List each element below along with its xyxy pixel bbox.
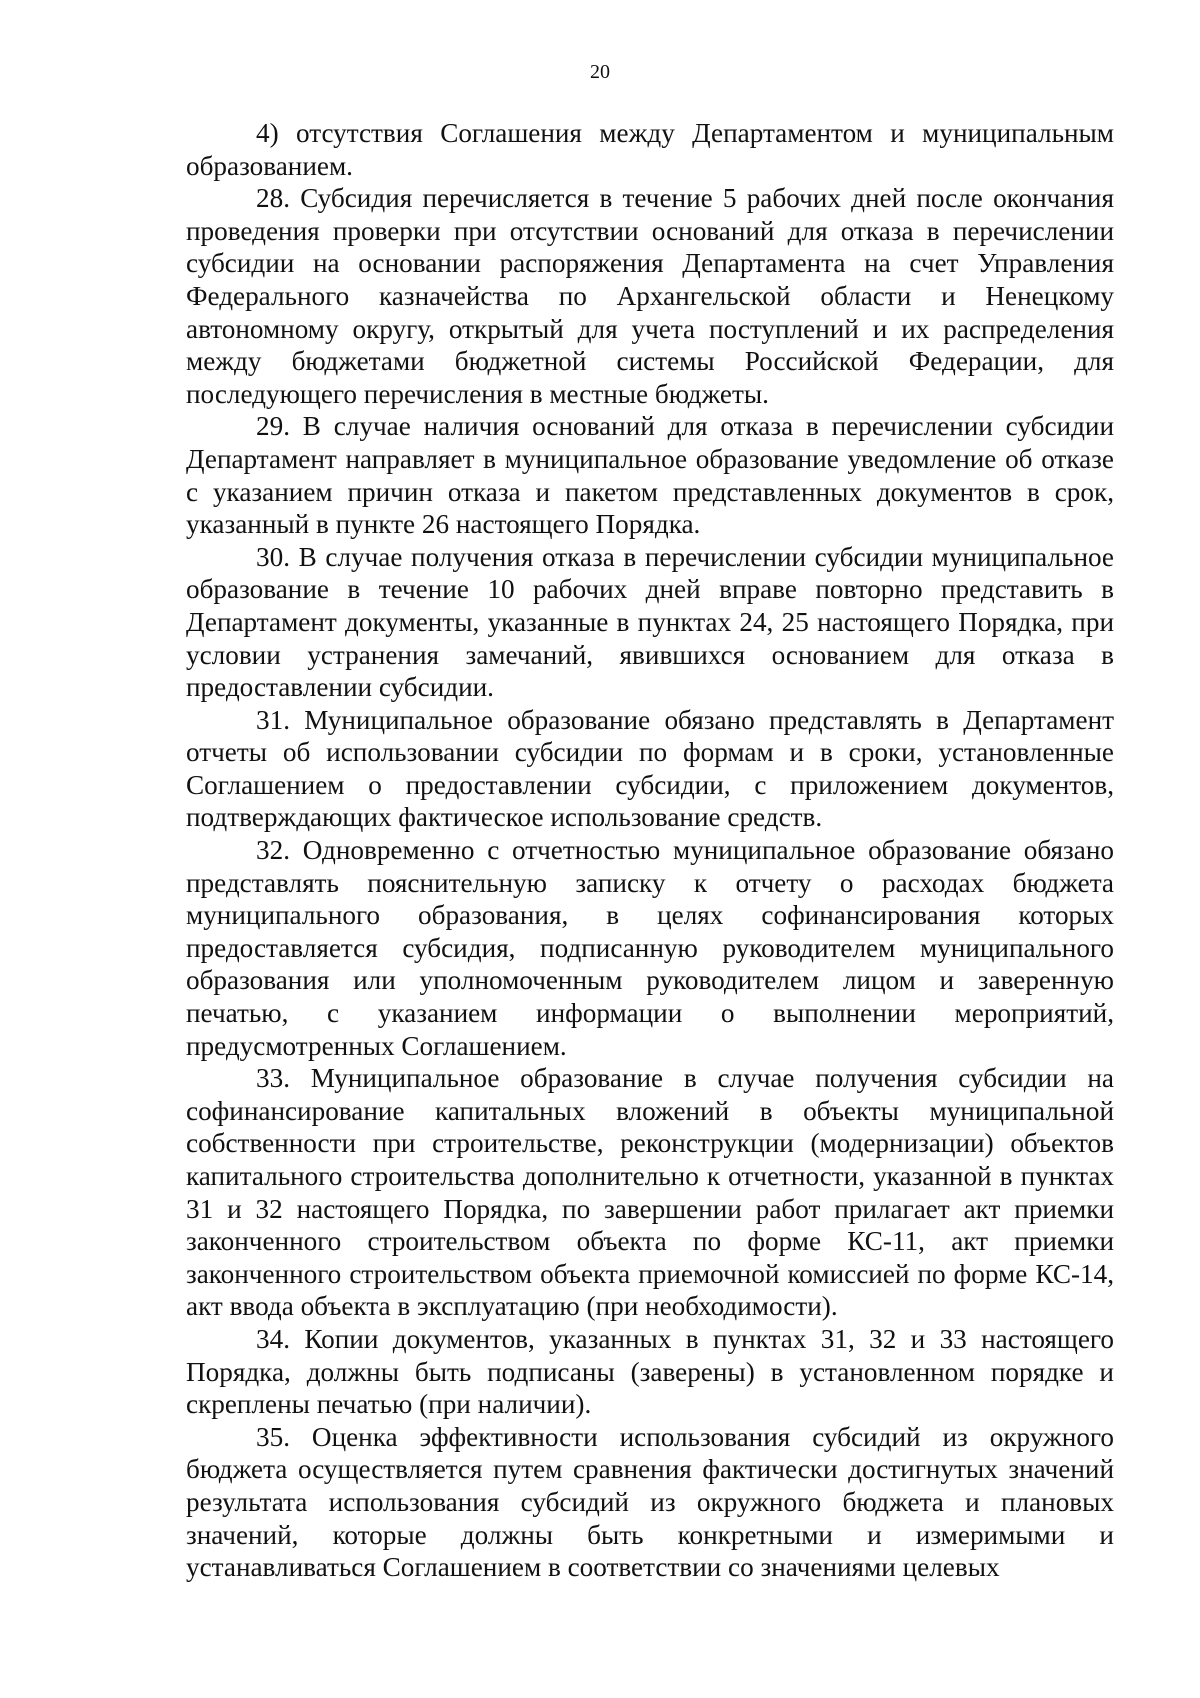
paragraph-34: 34. Копии документов, указанных в пунктах 31, 32 и 33 настоящего Порядка, должны быть подписаны (заверены) в установленном порядке и скреплены печатью (при наличии).	[186, 1323, 1114, 1420]
paragraph-32: 32. Одновременно с отчетностью муниципальное образование обязано представлять пояснительную записку к отчету о расходах бюджета муниципального образования, в целях софинансирования которых предоставляется субсидия, подписанную руководителем муниципального образования или уполномоченным руководителем лицом и заверенную печатью, с указанием информации о выполнении мероприятий, предусмотренных Соглашением.	[186, 835, 1114, 1061]
paragraph-30: 30. В случае получения отказа в перечислении субсидии муниципальное образование в течение 10 рабочих дней вправе повторно представить в Департамент документы, указанные в пунктах 24, 25 настоящего Порядка, при условии устранения замечаний, явившихся основанием для отказа в предоставлении субсидии.	[186, 541, 1114, 703]
paragraph-29: 29. В случае наличия оснований для отказа в перечислении субсидии Департамент направляет в муниципальное образование уведомление об отказе с указанием причин отказа и пакетом представленных документов в срок, указанный в пункте 26 настоящего Порядка.	[186, 411, 1114, 540]
paragraph-28: 28. Субсидия перечисляется в течение 5 рабочих дней после окончания проведения проверки при отсутствии оснований для отказа в перечислении субсидии на основании распоряжения Департамента на счет Управления Федерального казначейства по Архангельской области и Ненецкому автономному округу, открытый для учета поступлений и их распределения между бюджетами бюджетной системы Российской Федерации, для последующего перечисления в местные бюджеты.	[186, 183, 1114, 409]
paragraph-35: 35. Оценка эффективности использования субсидий из окружного бюджета осуществляется путем сравнения фактически достигнутых значений результата использования субсидий из окружного бюджета и плановых значений, которые должны быть конкретными и измеримыми и устанавливаться Соглашением в соответствии со значениями целевых	[186, 1421, 1114, 1583]
paragraph-item-4: 4) отсутствия Соглашения между Департаментом и муниципальным образованием.	[186, 118, 1114, 181]
paragraph-33: 33. Муниципальное образование в случае получения субсидии на софинансирование капитальных вложений в объекты муниципальной собственности при строительстве, реконструкции (модернизации) объектов капитального строительства дополнительно к отчетности, указанной в пунктах 31 и 32 настоящего Порядка, по завершении работ прилагает акт приемки законченного строительством объекта по форме КС-11, акт приемки законченного строительством объекта приемочной комиссией по форме КС-14, акт ввода объекта в эксплуатацию (при необходимости).	[186, 1063, 1114, 1322]
paragraph-31: 31. Муниципальное образование обязано представлять в Департамент отчеты об использовании субсидии по формам и в сроки, установленные Соглашением о предоставлении субсидии, с приложением документов, подтверждающих фактическое использование средств.	[186, 704, 1114, 833]
document-body	[186, 117, 1114, 1584]
page-number: 20	[590, 61, 610, 83]
